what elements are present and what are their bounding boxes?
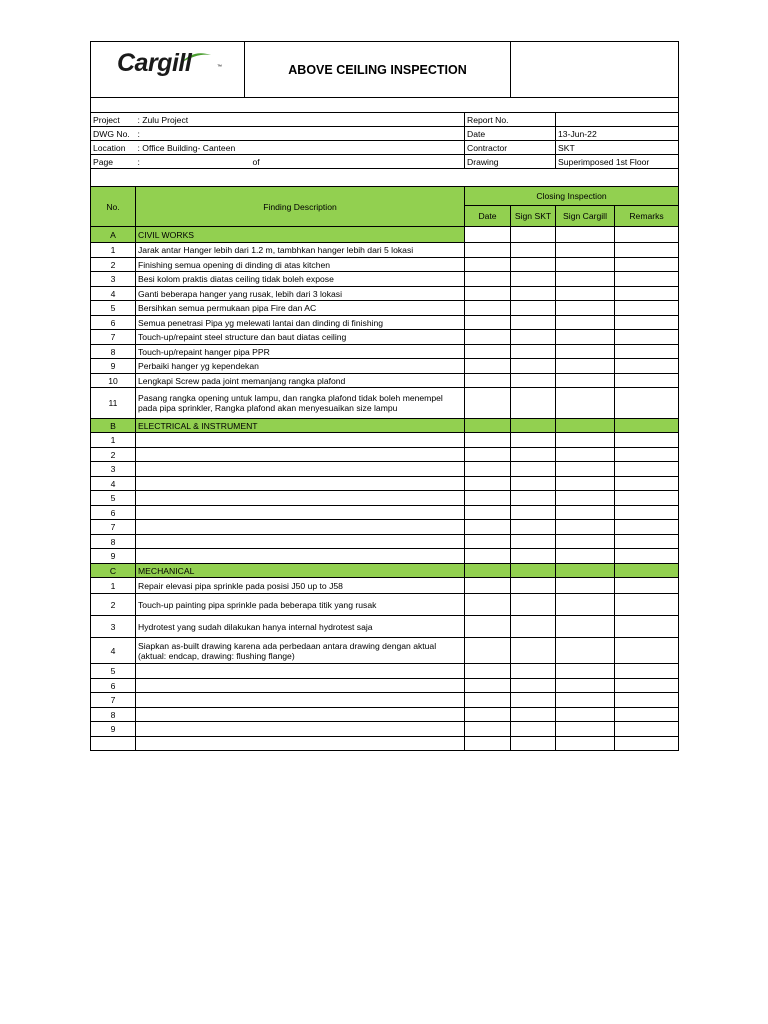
location-value: : Office Building- Canteen (136, 141, 465, 155)
item-no: 6 (91, 506, 136, 520)
sign-cargill-cell (556, 345, 615, 359)
remarks-cell (615, 287, 679, 301)
sign-cargill-cell (556, 388, 615, 419)
item-no: 6 (91, 316, 136, 330)
remarks-cell (615, 594, 679, 616)
date-label: Date (465, 127, 556, 141)
item-description (136, 433, 465, 448)
sign-skt-cell (511, 330, 556, 345)
sign-cargill-cell (556, 535, 615, 549)
item-no: 2 (91, 594, 136, 616)
col-sign-cargill: Sign Cargill (556, 206, 615, 227)
closing-date-cell (465, 549, 511, 564)
closing-date-cell (465, 722, 511, 737)
sign-skt-cell (511, 535, 556, 549)
sign-cargill-cell (556, 374, 615, 388)
item-no: 2 (91, 448, 136, 462)
section-code: B (91, 419, 136, 433)
closing-date-cell (465, 535, 511, 549)
inspection-sheet (90, 41, 678, 751)
col-sign-skt: Sign SKT (511, 206, 556, 227)
table-row (91, 316, 679, 330)
sign-skt-cell (511, 374, 556, 388)
info-row-dwg (91, 127, 679, 141)
remarks-cell (615, 578, 679, 594)
sign-cargill-cell (556, 679, 615, 693)
closing-date-cell (465, 520, 511, 535)
table-row (91, 638, 679, 664)
electrical-items (91, 433, 679, 564)
table-row (91, 578, 679, 594)
item-description (136, 491, 465, 506)
item-no: 3 (91, 616, 136, 638)
sign-skt-cell (511, 462, 556, 477)
remarks-cell (615, 359, 679, 374)
closing-date-cell (465, 330, 511, 345)
closing-date-cell (465, 491, 511, 506)
table-row (91, 722, 679, 737)
item-no: 3 (91, 272, 136, 287)
closing-date-cell (465, 374, 511, 388)
item-description (136, 448, 465, 462)
item-no: 5 (91, 491, 136, 506)
sign-cargill-cell (556, 616, 615, 638)
sign-skt-cell (511, 491, 556, 506)
closing-date-cell (465, 301, 511, 316)
mechanical-items (91, 578, 679, 737)
item-no: 8 (91, 708, 136, 722)
project-value: : Zulu Project (136, 113, 465, 127)
info-row-location (91, 141, 679, 155)
sign-skt-cell (511, 708, 556, 722)
item-no: 1 (91, 578, 136, 594)
table-row (91, 374, 679, 388)
table-row (91, 272, 679, 287)
remarks-cell (615, 448, 679, 462)
sign-cargill-cell (556, 664, 615, 679)
inspection-table (90, 41, 679, 751)
section-name: ELECTRICAL & INSTRUMENT (136, 419, 465, 433)
sign-skt-cell (511, 272, 556, 287)
item-no: 9 (91, 722, 136, 737)
sign-skt-cell (511, 664, 556, 679)
remarks-cell (615, 506, 679, 520)
col-finding: Finding Description (136, 187, 465, 227)
table-row (91, 287, 679, 301)
sign-cargill-cell (556, 462, 615, 477)
item-description: Pasang rangka opening untuk lampu, dan rangka plafond tidak boleh menempel pada pipa sprinkler, Rangka plafond akan menyesuaikan size lampu (136, 388, 465, 419)
item-no: 4 (91, 477, 136, 491)
sign-cargill-cell (556, 638, 615, 664)
remarks-cell (615, 693, 679, 708)
item-no: 7 (91, 330, 136, 345)
item-no: 4 (91, 638, 136, 664)
sign-skt-cell (511, 506, 556, 520)
item-description: Hydrotest yang sudah dilakukan hanya internal hydrotest saja (136, 616, 465, 638)
sign-cargill-cell (556, 491, 615, 506)
sign-cargill-cell (556, 433, 615, 448)
sign-cargill-cell (556, 316, 615, 330)
remarks-cell (615, 330, 679, 345)
remarks-cell (615, 258, 679, 272)
sign-cargill-cell (556, 287, 615, 301)
sign-cargill-cell (556, 594, 615, 616)
remarks-cell (615, 664, 679, 679)
closing-date-cell (465, 616, 511, 638)
sign-skt-cell (511, 638, 556, 664)
remarks-cell (615, 535, 679, 549)
sign-skt-cell (511, 359, 556, 374)
page-title: ABOVE CEILING INSPECTION (245, 42, 511, 98)
remarks-cell (615, 708, 679, 722)
table-row (91, 433, 679, 448)
table-row (91, 708, 679, 722)
closing-date-cell (465, 388, 511, 419)
item-no: 11 (91, 388, 136, 419)
sign-cargill-cell (556, 448, 615, 462)
sign-skt-cell (511, 616, 556, 638)
remarks-cell (615, 433, 679, 448)
closing-date-cell (465, 316, 511, 330)
remarks-cell (615, 477, 679, 491)
item-description: Perbaiki hanger yg kependekan (136, 359, 465, 374)
item-description: Jarak antar Hanger lebih dari 1.2 m, tambhkan hanger lebih dari 5 lokasi (136, 243, 465, 258)
sign-cargill-cell (556, 243, 615, 258)
item-no: 9 (91, 549, 136, 564)
header-blank (511, 42, 679, 98)
item-no: 6 (91, 679, 136, 693)
closing-date-cell (465, 693, 511, 708)
sign-cargill-cell (556, 506, 615, 520)
table-row (91, 258, 679, 272)
item-description: Semua penetrasi Pipa yg melewati lantai dan dinding di finishing (136, 316, 465, 330)
sign-skt-cell (511, 693, 556, 708)
col-no: No. (91, 187, 136, 227)
remarks-cell (615, 345, 679, 359)
sign-skt-cell (511, 243, 556, 258)
table-row (91, 693, 679, 708)
closing-date-cell (465, 664, 511, 679)
table-row (91, 345, 679, 359)
table-row (91, 616, 679, 638)
item-description (136, 549, 465, 564)
closing-date-cell (465, 477, 511, 491)
col-remarks: Remarks (615, 206, 679, 227)
drawing-value: Superimposed 1st Floor (556, 155, 679, 169)
sign-skt-cell (511, 578, 556, 594)
remarks-cell (615, 491, 679, 506)
table-row (91, 520, 679, 535)
sign-cargill-cell (556, 578, 615, 594)
closing-date-cell (465, 345, 511, 359)
info-row-page (91, 155, 679, 169)
section-name: MECHANICAL (136, 564, 465, 578)
item-no: 10 (91, 374, 136, 388)
item-description: Bersihkan semua permukaan pipa Fire dan AC (136, 301, 465, 316)
dwg-label: DWG No. (91, 127, 136, 141)
cargill-logo (117, 49, 225, 86)
section-header-mechanical (91, 564, 679, 578)
page-of: of (245, 155, 465, 169)
item-description: Lengkapi Screw pada joint memanjang rangka plafond (136, 374, 465, 388)
col-closing: Closing Inspection (465, 187, 679, 206)
item-no: 4 (91, 287, 136, 301)
remarks-cell (615, 301, 679, 316)
sign-skt-cell (511, 301, 556, 316)
sign-skt-cell (511, 388, 556, 419)
item-no: 3 (91, 462, 136, 477)
item-description (136, 520, 465, 535)
item-description (136, 477, 465, 491)
sign-cargill-cell (556, 258, 615, 272)
remarks-cell (615, 316, 679, 330)
drawing-label: Drawing (465, 155, 556, 169)
sign-cargill-cell (556, 708, 615, 722)
sign-cargill-cell (556, 301, 615, 316)
closing-date-cell (465, 679, 511, 693)
closing-date-cell (465, 462, 511, 477)
page-value: : (136, 155, 245, 169)
item-no: 1 (91, 243, 136, 258)
sign-skt-cell (511, 345, 556, 359)
column-header-row (91, 187, 679, 206)
item-description: Siapkan as-built drawing karena ada perbedaan antara drawing dengan aktual (aktual: endcap, drawing: flushing flange) (136, 638, 465, 664)
closing-date-cell (465, 258, 511, 272)
header-row (91, 42, 679, 98)
table-row (91, 664, 679, 679)
item-description: Touch-up/repaint steel structure dan baut diatas ceiling (136, 330, 465, 345)
closing-date-cell (465, 708, 511, 722)
sign-cargill-cell (556, 549, 615, 564)
item-no: 9 (91, 359, 136, 374)
item-description (136, 506, 465, 520)
closing-date-cell (465, 272, 511, 287)
table-row (91, 330, 679, 345)
closing-date-cell (465, 594, 511, 616)
sign-skt-cell (511, 477, 556, 491)
spacer-row (91, 98, 679, 113)
item-description: Ganti beberapa hanger yang rusak, lebih dari 3 lokasi (136, 287, 465, 301)
item-description: Besi kolom praktis diatas ceiling tidak boleh expose (136, 272, 465, 287)
closing-date-cell (465, 243, 511, 258)
item-no: 2 (91, 258, 136, 272)
table-row (91, 462, 679, 477)
table-row (91, 477, 679, 491)
closing-date-cell (465, 359, 511, 374)
section-name: CIVIL WORKS (136, 227, 465, 243)
table-row (91, 679, 679, 693)
logo-text: Cargill (117, 49, 192, 77)
remarks-cell (615, 520, 679, 535)
section-code: C (91, 564, 136, 578)
report-label: Report No. (465, 113, 556, 127)
table-row (91, 448, 679, 462)
col-date: Date (465, 206, 511, 227)
item-description: Finishing semua opening di dinding di atas kitchen (136, 258, 465, 272)
sign-cargill-cell (556, 330, 615, 345)
item-no: 7 (91, 520, 136, 535)
table-row (91, 388, 679, 419)
remarks-cell (615, 374, 679, 388)
report-value (556, 113, 679, 127)
info-row-project (91, 113, 679, 127)
item-description: Repair elevasi pipa sprinkle pada posisi J50 up to J58 (136, 578, 465, 594)
sign-skt-cell (511, 258, 556, 272)
sign-skt-cell (511, 722, 556, 737)
remarks-cell (615, 638, 679, 664)
table-row (91, 491, 679, 506)
date-value: 13-Jun-22 (556, 127, 679, 141)
logo-cell (91, 42, 245, 98)
closing-date-cell (465, 287, 511, 301)
remarks-cell (615, 549, 679, 564)
sign-skt-cell (511, 448, 556, 462)
item-description (136, 722, 465, 737)
empty-row (91, 737, 679, 751)
item-description (136, 535, 465, 549)
contractor-value: SKT (556, 141, 679, 155)
table-row (91, 549, 679, 564)
contractor-label: Contractor (465, 141, 556, 155)
item-description (136, 462, 465, 477)
sign-cargill-cell (556, 272, 615, 287)
location-label: Location (91, 141, 136, 155)
closing-date-cell (465, 578, 511, 594)
remarks-cell (615, 616, 679, 638)
table-row (91, 243, 679, 258)
remarks-cell (615, 243, 679, 258)
closing-date-cell (465, 638, 511, 664)
remarks-cell (615, 462, 679, 477)
item-description: Touch-up painting pipa sprinkle pada beberapa titik yang rusak (136, 594, 465, 616)
item-no: 5 (91, 664, 136, 679)
item-no: 8 (91, 345, 136, 359)
closing-date-cell (465, 433, 511, 448)
table-row (91, 594, 679, 616)
sign-skt-cell (511, 594, 556, 616)
remarks-cell (615, 272, 679, 287)
item-description (136, 693, 465, 708)
sign-skt-cell (511, 433, 556, 448)
item-description (136, 708, 465, 722)
sign-skt-cell (511, 287, 556, 301)
item-no: 8 (91, 535, 136, 549)
table-row (91, 506, 679, 520)
sign-cargill-cell (556, 520, 615, 535)
item-no: 1 (91, 433, 136, 448)
sign-cargill-cell (556, 693, 615, 708)
section-header-civil (91, 227, 679, 243)
sign-skt-cell (511, 316, 556, 330)
remarks-cell (615, 388, 679, 419)
item-description: Touch-up/repaint hanger pipa PPR (136, 345, 465, 359)
closing-date-cell (465, 448, 511, 462)
sign-skt-cell (511, 520, 556, 535)
sign-skt-cell (511, 679, 556, 693)
sign-cargill-cell (556, 477, 615, 491)
project-label: Project (91, 113, 136, 127)
closing-date-cell (465, 506, 511, 520)
civil-items (91, 243, 679, 419)
item-description (136, 679, 465, 693)
table-row (91, 301, 679, 316)
sign-cargill-cell (556, 722, 615, 737)
remarks-cell (615, 679, 679, 693)
sign-cargill-cell (556, 359, 615, 374)
sign-skt-cell (511, 549, 556, 564)
logo-trademark: ™ (217, 64, 222, 70)
section-code: A (91, 227, 136, 243)
item-description (136, 664, 465, 679)
remarks-cell (615, 722, 679, 737)
section-header-electrical (91, 419, 679, 433)
item-no: 5 (91, 301, 136, 316)
table-row (91, 535, 679, 549)
item-no: 7 (91, 693, 136, 708)
page-label: Page (91, 155, 136, 169)
table-row (91, 359, 679, 374)
spacer-row (91, 169, 679, 187)
dwg-value: : (136, 127, 465, 141)
